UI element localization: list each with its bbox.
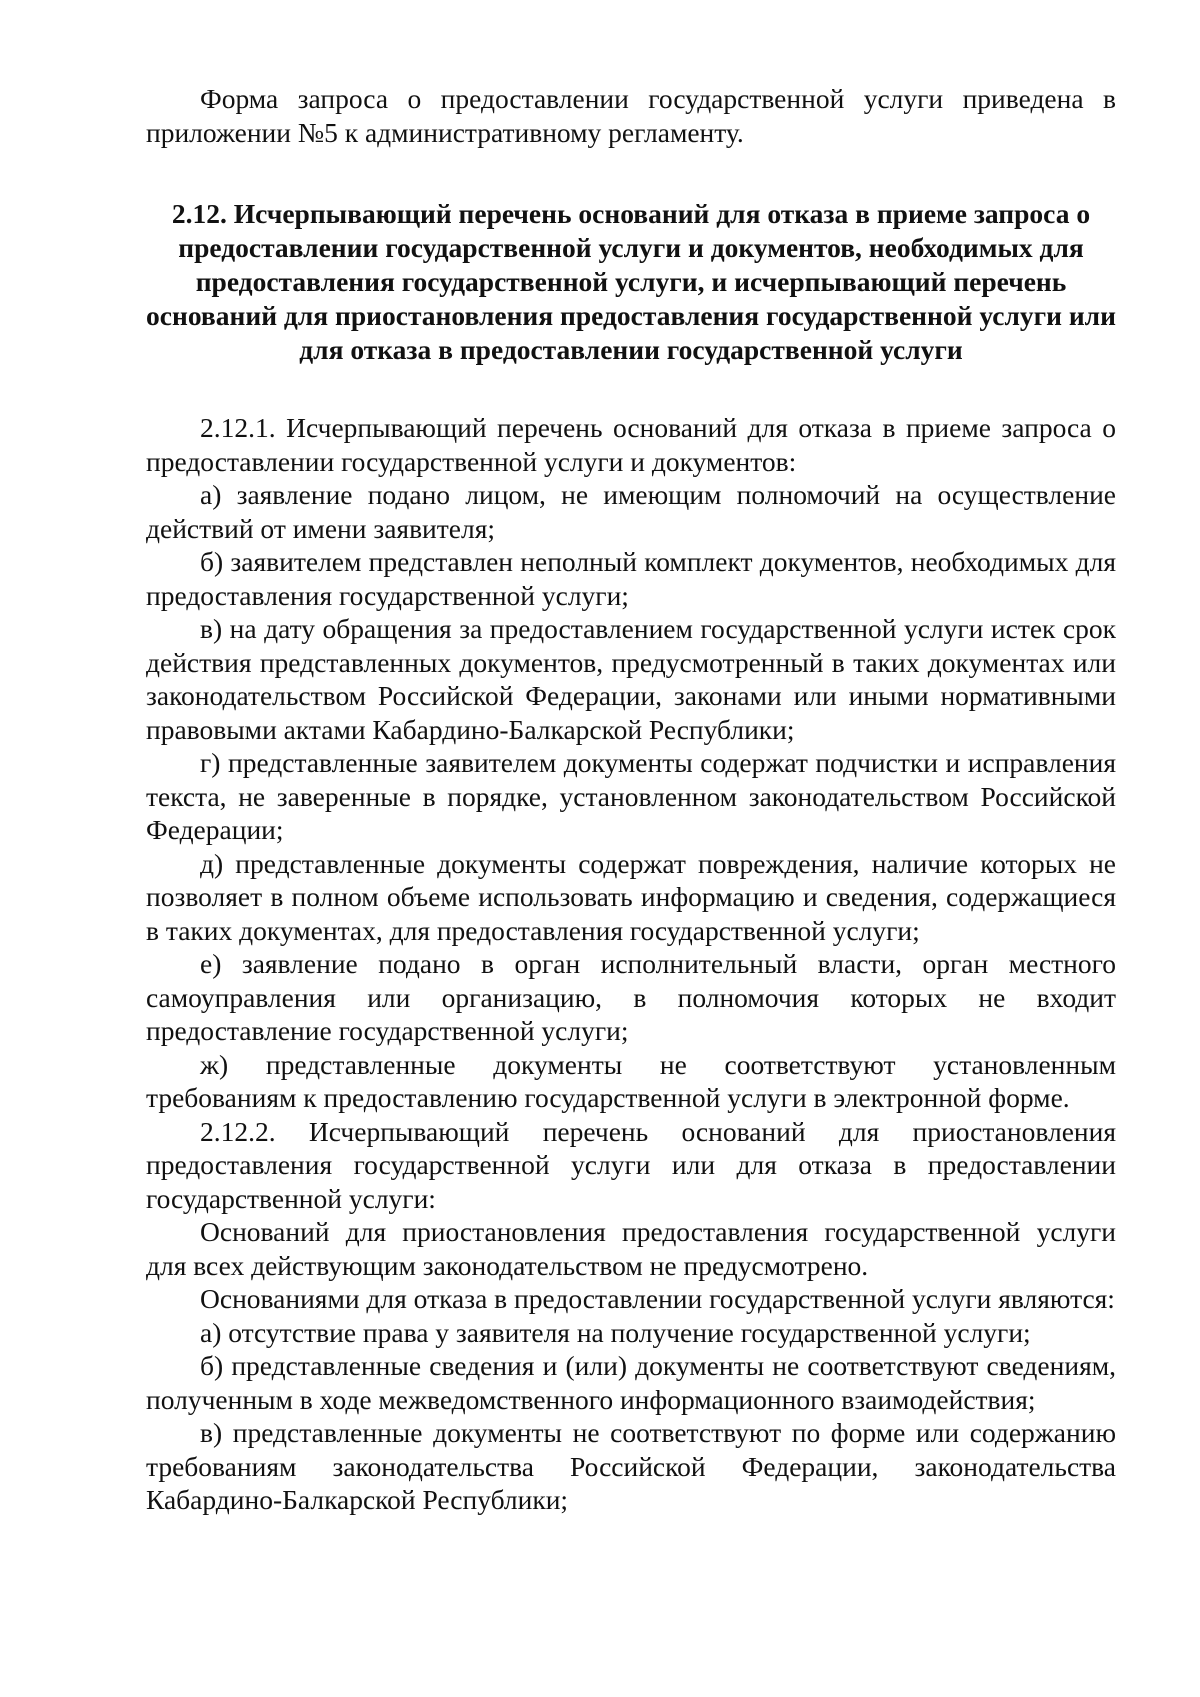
- list-item: в) на дату обращения за предоставлением государственной услуги истек срок действия представленных документов, предусмотренный в таких документах или законодательством Российской Федерации, законами или иными нормативными правовыми актами Кабардино-Балкарской Республики;: [146, 613, 1116, 745]
- list-item: г) представленные заявителем документы содержат подчистки и исправления текста, не заверенные в порядке, установленном законодательством Российской Федерации;: [146, 747, 1116, 845]
- intro-paragraph: Форма запроса о предоставлении государственной услуги приведена в приложении №5 к административному регламенту.: [146, 83, 1116, 148]
- refusal-intro-paragraph: Основаниями для отказа в предоставлении государственной услуги являются:: [200, 1283, 1115, 1314]
- suspension-paragraph: Оснований для приостановления предоставления государственной услуги для всех действующим законодательством не предусмотрено.: [146, 1216, 1116, 1281]
- list-item: б) представленные сведения и (или) документы не соответствуют сведениям, полученным в ходе межведомственного информационного взаимодействия;: [146, 1350, 1116, 1415]
- list-item: ж) представленные документы не соответствуют установленным требованиям к предоставлению государственной услуги в электронной форме.: [146, 1048, 1116, 1113]
- clause-intro: 2.12.2. Исчерпывающий перечень оснований для приостановления предоставления государственной услуги или для отказа в предоставлении государственной услуги:: [146, 1115, 1116, 1214]
- document-page: [146, 82, 1116, 1517]
- list-item: а) отсутствие права у заявителя на получение государственной услуги;: [200, 1316, 1031, 1348]
- clause-2-12-2: [146, 1115, 1116, 1517]
- refusal-item-list: [146, 1316, 1116, 1517]
- clause-2-12-1: [146, 411, 1116, 1115]
- list-item: б) заявителем представлен неполный комплект документов, необходимых для предоставления государственной услуги;: [146, 546, 1116, 611]
- list-item: е) заявление подано в орган исполнительный власти, орган местного самоуправления или организацию, в полномочия которых не входит предоставление государственной услуги;: [146, 948, 1116, 1046]
- clause-intro: 2.12.1. Исчерпывающий перечень оснований для отказа в приеме запроса о предоставлении государственной услуги и документов:: [146, 412, 1116, 477]
- clause-item-list: [146, 478, 1116, 1115]
- list-item: а) заявление подано лицом, не имеющим полномочий на осуществление действий от имени заявителя;: [146, 479, 1116, 544]
- list-item: в) представленные документы не соответствуют по форме или содержанию требованиям законодательства Российской Федерации, законодательства Кабардино-Балкарской Республики;: [146, 1417, 1116, 1515]
- section-heading: 2.12. Исчерпывающий перечень оснований для отказа в приеме запроса о предоставлении государственной услуги и документов, необходимых для предоставления государственной услуги, и исчерпывающий перечень оснований для приостановления предоставления государственной услуги или для отказа в предоставлении государственной услуги: [146, 198, 1116, 365]
- list-item: д) представленные документы содержат повреждения, наличие которых не позволяет в полном объеме использовать информацию и сведения, содержащиеся в таких документах, для предоставления государственной услуги;: [146, 847, 1116, 946]
